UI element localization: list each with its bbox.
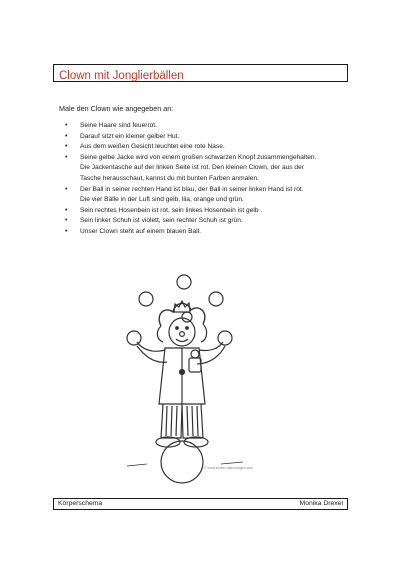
- bullet-icon: •: [65, 132, 68, 140]
- list-item: [59, 132, 359, 143]
- clown-illustration: [125, 272, 245, 484]
- small-clown: [191, 350, 199, 358]
- list-item: [59, 206, 359, 217]
- list-item-text-continued: Die vier Bälle in der Luft sind gelb, lila, orange und grün.: [80, 196, 244, 204]
- bullet-icon: •: [65, 217, 68, 225]
- list-item: [59, 216, 359, 227]
- title-box: [53, 64, 348, 82]
- image-credit: © www.kinder-malvorlagen.com: [204, 466, 254, 470]
- ball-extra: [182, 312, 192, 322]
- list-item-text: Aus dem weißen Gesicht leuchtet eine rote Nase.: [80, 143, 225, 151]
- ball-left-hand: [127, 331, 141, 345]
- list-item: [59, 153, 359, 185]
- ball-upper-right: [209, 292, 223, 306]
- list-item-text: Sein rechtes Hosenbein ist rot, sein linkes Hosenbein ist gelb .: [80, 206, 263, 214]
- ball-upper-left: [139, 292, 153, 306]
- list-item: [59, 227, 359, 238]
- footer-subject: Körperschema: [58, 500, 103, 507]
- list-item-text: Unser Clown steht auf einem blauen Ball.: [80, 227, 201, 235]
- instruction-list: [59, 121, 359, 238]
- list-item: [59, 121, 359, 132]
- bullet-icon: •: [65, 227, 68, 235]
- big-ball: [161, 441, 203, 483]
- clown-left-arm: [137, 342, 165, 351]
- jacket-button: [180, 370, 185, 375]
- bullet-icon: •: [65, 206, 68, 214]
- list-item-text: Sein linker Schuh ist violett, sein rechter Schuh ist grün.: [80, 217, 243, 225]
- footer: [53, 498, 348, 510]
- footer-author: Monika Drexel: [299, 500, 343, 507]
- page-title: Clown mit Jonglierbällen: [59, 70, 184, 82]
- bullet-icon: •: [65, 185, 68, 193]
- bullet-icon: •: [65, 122, 68, 129]
- ball-right-hand: [218, 331, 232, 345]
- clown-nose: [180, 332, 185, 337]
- list-item-text: Seine Haare sind feuerrot.: [80, 122, 157, 129]
- list-item-text: Darauf sitzt ein kleiner gelber Hut.: [80, 132, 180, 140]
- ball-top: [177, 275, 191, 289]
- list-item: [59, 185, 359, 206]
- list-item-text-continued: Tasche herausschaut, kannst du mit bunten Farben anmalen.: [80, 174, 259, 182]
- jacket-pocket: [189, 358, 201, 372]
- list-item: [59, 142, 359, 153]
- bullet-icon: •: [65, 143, 68, 151]
- intro-text: Male den Clown wie angegeben an:: [59, 104, 174, 113]
- list-item-text: Seine gelbe Jacke wird von einem großen schwarzen Knopf zusammengehalten.: [80, 153, 317, 161]
- list-item-text: Der Ball in seiner rechten Hand ist blau, der Ball in seiner linken Hand ist rot.: [80, 185, 304, 193]
- bullet-icon: •: [65, 153, 68, 161]
- clown-right-arm: [199, 342, 223, 351]
- list-item-text-continued: Die Jackentasche auf der linken Seite ist rot. Den kleinen Clown, der aus der: [80, 164, 304, 172]
